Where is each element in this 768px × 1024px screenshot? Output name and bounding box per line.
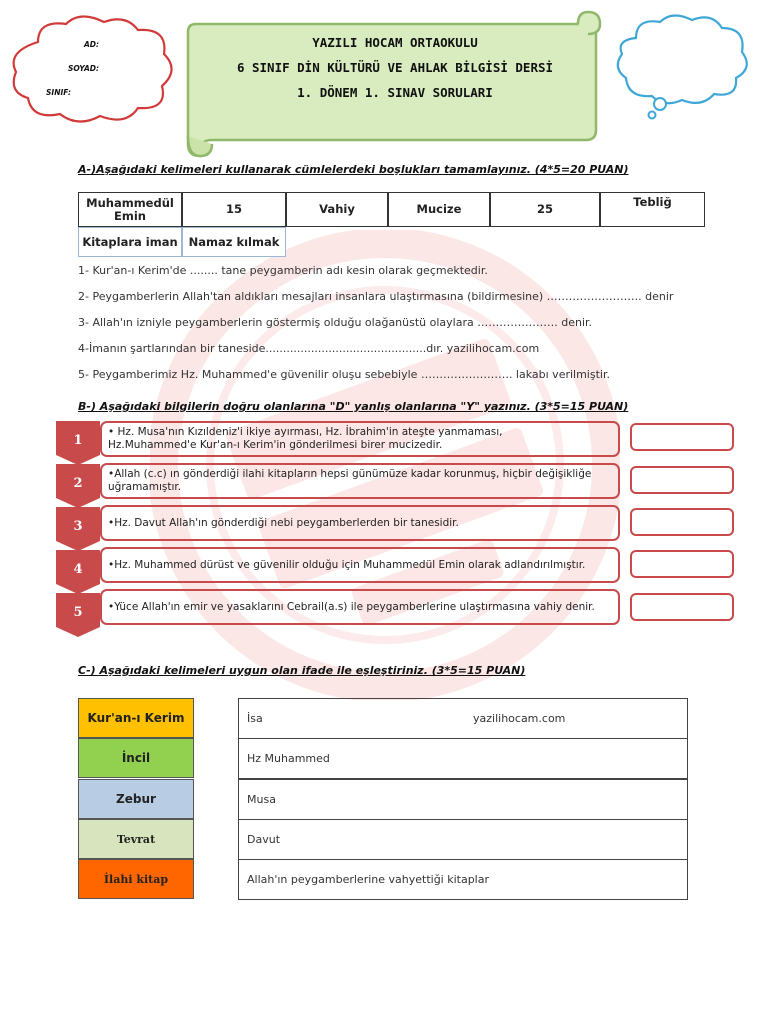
description-text: Allah'ın peygamberlerine vahyettiği kitaplar: [247, 873, 490, 886]
word-bank-item: Namaz kılmak: [182, 227, 286, 257]
class-field-label: SINIF:: [46, 88, 71, 97]
word-bank-item: Tebliğ: [600, 192, 705, 227]
answer-box[interactable]: [630, 508, 734, 536]
description-text: Hz Muhammed: [247, 752, 330, 765]
word-bank-item: 25: [490, 192, 600, 227]
school-name: YAZILI HOCAM ORTAOKULU: [312, 35, 478, 50]
fill-blank-sentence: 5- Peygamberimiz Hz. Muhammed'e güvenilir oluşu sebebiyle ……………………. lakabı verilmiştir.: [78, 368, 610, 381]
word-bank-item: 15: [182, 192, 286, 227]
exam-term: 1. DÖNEM 1. SINAV SORULARI: [297, 85, 493, 100]
true-false-statement: [100, 505, 620, 541]
match-description[interactable]: [238, 779, 688, 820]
match-description[interactable]: [238, 819, 688, 860]
description-text: Musa: [247, 793, 276, 806]
word-bank-item: Muhammedül Emin: [78, 192, 182, 227]
site-watermark-text: yazilihocam.com: [473, 712, 566, 725]
description-text: İsa: [247, 712, 263, 725]
book-incil[interactable]: İncil: [78, 738, 194, 778]
name-field-label: AD:: [84, 40, 100, 49]
exam-title: [200, 30, 590, 105]
match-description[interactable]: [238, 738, 688, 779]
statement-text: • Hz. Musa'nın Kızıldeniz'i ikiye ayırması, Hz. İbrahim'in ateşte yanmaması, Hz.Muhammed'e Kur'an-ı Kerim'in gönderilmesi birer mucizedir.: [108, 426, 503, 451]
question-number: 5: [73, 605, 83, 620]
statement-text: •Hz. Muhammed dürüst ve güvenilir olduğu için Muhammedül Emin olarak adlandırılmıştır.: [108, 558, 586, 571]
question-number: 3: [73, 519, 83, 534]
fill-blank-sentence: 2- Peygamberlerin Allah'tan aldıkları mesajları insanlara ulaştırmasına (bildirmesine) …………………….. denir: [78, 290, 674, 303]
section-c-heading: C-) Aşağıdaki kelimeleri uygun olan ifade ile eşleştiriniz. (3*5=15 PUAN): [78, 664, 526, 677]
true-false-statement: [100, 589, 620, 625]
true-false-statement: [100, 463, 620, 499]
fill-blank-sentence: 3- Allah'ın izniyle peygamberlerin göstermiş olduğu olağanüstü olaylara …………………. denir.: [78, 316, 593, 329]
course-name: 6 SINIF DİN KÜLTÜRÜ VE AHLAK BİLGİSİ DERSİ: [236, 60, 554, 75]
question-number-badge: [56, 550, 100, 594]
word-bank-item: Kitaplara iman: [78, 227, 182, 257]
section-b-heading: B-) Aşağıdaki bilgilerin doğru olanlarına "D" yanlış olanlarına "Y" yazınız. (3*5=15 PUAN): [78, 400, 629, 413]
match-description[interactable]: [238, 859, 688, 900]
question-number-badge: [56, 593, 100, 637]
book-tevrat[interactable]: Tevrat: [78, 819, 194, 859]
statement-text: •Yüce Allah'ın emir ve yasaklarını Cebrail(a.s) ile peygamberlerine ulaştırmasına vahiy denir.: [108, 600, 595, 613]
statement-text: •Allah (c.c) ın gönderdiği ilahi kitapların hepsi günümüze kadar korunmuş, hiçbir değişikliğe uğramamıştır.: [108, 468, 592, 493]
answer-box[interactable]: [630, 423, 734, 451]
match-description[interactable]: [238, 698, 688, 739]
description-text: Davut: [247, 833, 281, 846]
answer-box[interactable]: [630, 466, 734, 494]
book-ilahi-kitap[interactable]: İlahi kitap: [78, 859, 194, 899]
answer-box[interactable]: [630, 550, 734, 578]
answer-box[interactable]: [630, 593, 734, 621]
statement-text: •Hz. Davut Allah'ın gönderdiği nebi peygamberlerden bir tanesidir.: [108, 516, 459, 529]
true-false-statement: [100, 421, 620, 457]
question-number: 1: [73, 433, 83, 448]
surname-field-label: SOYAD:: [68, 64, 99, 73]
true-false-statement: [100, 547, 620, 583]
fill-blank-sentence: 4-İmanın şartlarından bir taneside..............................................dır. yazilihocam.com: [78, 342, 540, 355]
fill-blank-sentence: 1- Kur'an-ı Kerim'de ........ tane peygamberin adı kesin olarak geçmektedir.: [78, 264, 488, 277]
word-bank-item: Vahiy: [286, 192, 388, 227]
question-number-badge: [56, 421, 100, 465]
book-kuran[interactable]: Kur'an-ı Kerim: [78, 698, 194, 738]
question-number-badge: [56, 464, 100, 508]
word-bank-item: Mucize: [388, 192, 490, 227]
thought-cloud: [612, 12, 752, 120]
question-number: 2: [73, 476, 83, 491]
question-number-badge: [56, 507, 100, 551]
question-number: 4: [73, 562, 83, 577]
section-a-heading: A-)Aşağıdaki kelimeleri kullanarak cümlelerdeki boşlukları tamamlayınız. (4*5=20 PUAN): [78, 163, 629, 176]
book-zebur[interactable]: Zebur: [78, 779, 194, 819]
